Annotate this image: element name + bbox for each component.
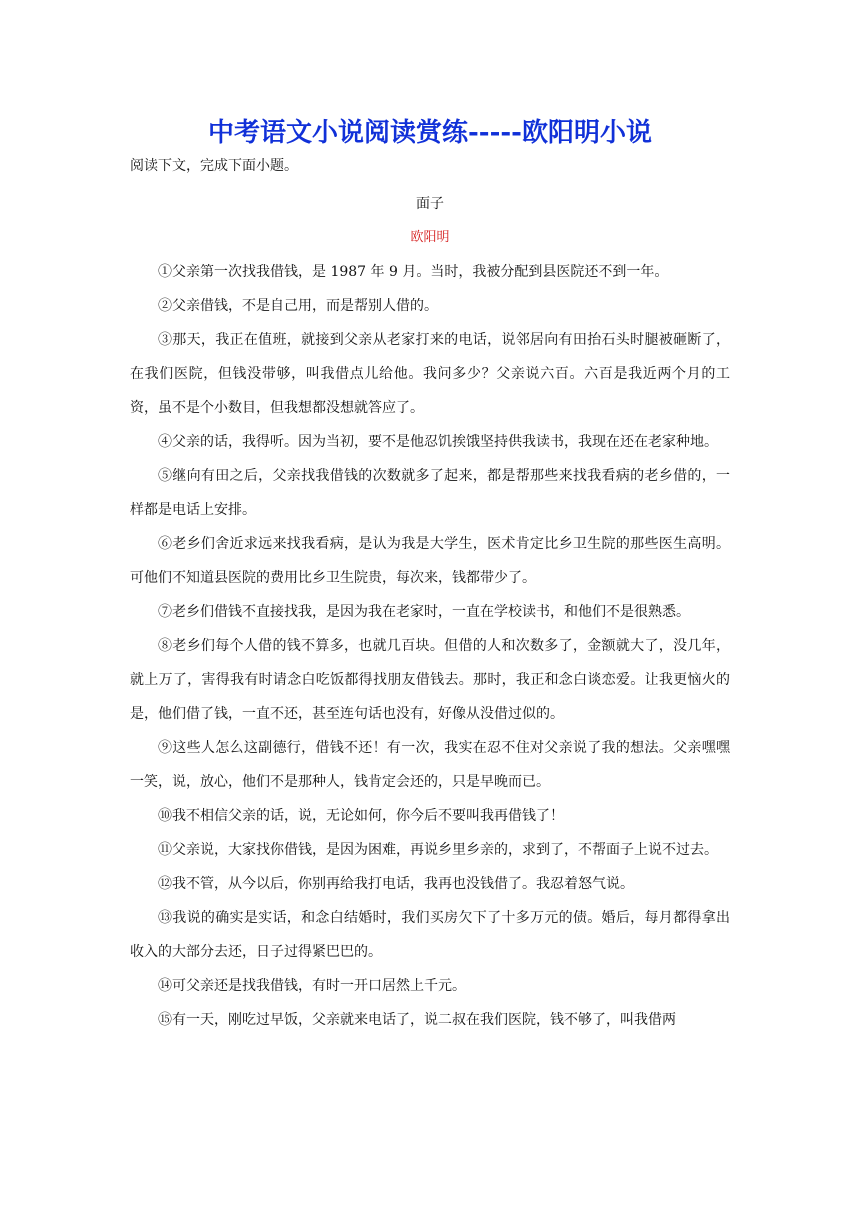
- paragraph: ⑪父亲说，大家找你借钱，是因为困难，再说乡里乡亲的，求到了，不帮面子上说不过去。: [158, 842, 718, 858]
- paragraph: ⑫我不管，从今以后，你别再给我打电话，我再也没钱借了。我忍着怒气说。: [158, 876, 634, 892]
- page-title: 中考语文小说阅读赏练-----欧阳明小说: [208, 118, 652, 148]
- paragraph: ⑥老乡们舍近求远来找我看病，是认为我是大学生，医术肯定比乡卫生院的那些医生高明。可他们不知道县医院的费用比乡卫生院贵，每次来，钱都带少了。: [130, 536, 730, 586]
- paragraph: ①父亲第一次找我借钱，是 1987 年 9 月。当时，我被分配到县医院还不到一年。: [158, 264, 669, 280]
- paragraph: ⑩我不相信父亲的话，说，无论如何，你今后不要叫我再借钱了！: [158, 808, 564, 824]
- story-body: [130, 255, 730, 1037]
- instruction-text: 阅读下文，完成下面小题。: [130, 158, 298, 174]
- paragraph: ⑭可父亲还是找我借钱，有时一开口居然上千元。: [158, 978, 466, 994]
- story-author: 欧阳明: [410, 230, 450, 245]
- story-title: 面子: [416, 196, 444, 212]
- paragraph: ②父亲借钱，不是自己用，而是帮别人借的。: [158, 298, 438, 314]
- paragraph: ⑨这些人怎么这副德行，借钱不还！有一次，我实在忍不住对父亲说了我的想法。父亲嘿嘿一笑，说，放心，他们不是那种人，钱肯定会还的，只是早晚而已。: [130, 740, 730, 790]
- paragraph: ⑮有一天，刚吃过早饭，父亲就来电话了，说二叔在我们医院，钱不够了，叫我借两: [158, 1012, 676, 1028]
- paragraph: ⑤继向有田之后，父亲找我借钱的次数就多了起来，都是帮那些来找我看病的老乡借的，一样都是电话上安排。: [130, 468, 730, 518]
- paragraph: ⑧老乡们每个人借的钱不算多，也就几百块。但借的人和次数多了，金额就大了，没几年，就上万了，害得我有时请念白吃饭都得找朋友借钱去。那时，我正和念白谈恋爱。让我更恼火的是，他们借了钱，一直不还，甚至连句话也没有，好像从没借过似的。: [130, 638, 730, 722]
- paragraph: ④父亲的话，我得听。因为当初，要不是他忍饥挨饿坚持供我读书，我现在还在老家种地。: [158, 434, 718, 450]
- paragraph: ⑦老乡们借钱不直接找我，是因为我在老家时，一直在学校读书，和他们不是很熟悉。: [158, 604, 690, 620]
- paragraph: ⑬我说的确实是实话，和念白结婚时，我们买房欠下了十多万元的债。婚后，每月都得拿出收入的大部分去还，日子过得紧巴巴的。: [130, 910, 730, 960]
- paragraph: ③那天，我正在值班，就接到父亲从老家打来的电话，说邻居向有田抬石头时腿被砸断了，在我们医院，但钱没带够，叫我借点儿给他。我问多少？父亲说六百。六百是我近两个月的工资，虽不是个小数目，但我想都没想就答应了。: [130, 332, 730, 416]
